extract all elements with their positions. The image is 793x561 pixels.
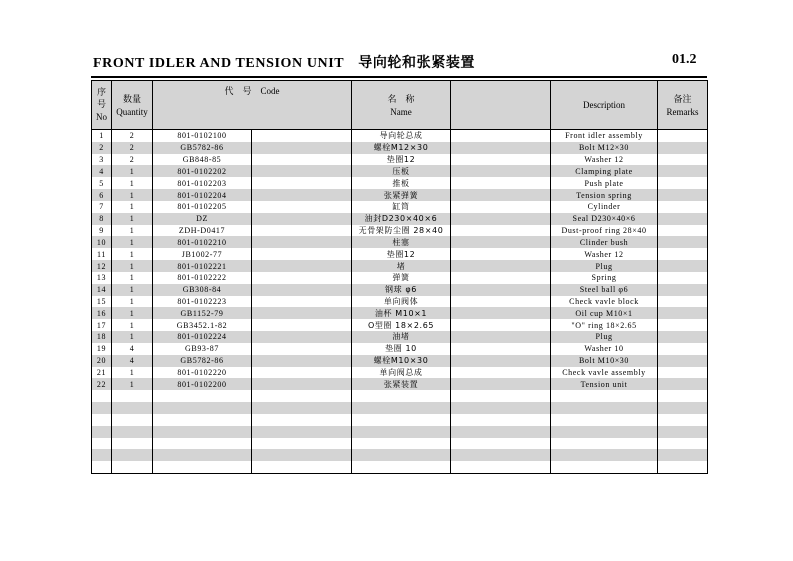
row-description [551,414,658,426]
row-blank [451,201,551,213]
row-code [153,390,252,402]
row-no: 8 [92,213,112,225]
page-number: 01.2 [672,52,697,67]
row-no [92,402,112,414]
row-quantity: 2 [112,142,153,154]
row-remarks [658,284,708,296]
row-blank [451,272,551,284]
row-description: "O" ring 18×2.65 [551,319,658,331]
table-row [92,213,708,225]
row-name: 垫圈12 [352,154,451,166]
row-name: O型圈 18×2.65 [352,319,451,331]
row-remarks [658,390,708,402]
row-no [92,426,112,438]
row-remarks [658,319,708,331]
row-code-extra [252,402,352,414]
row-code-extra [252,142,352,154]
row-no: 10 [92,236,112,248]
row-description: Tension unit [551,378,658,390]
row-code: 801-0102224 [153,331,252,343]
row-quantity: 4 [112,355,153,367]
row-quantity [112,414,153,426]
row-name: 钢球 φ6 [352,284,451,296]
row-code: 801-0102221 [153,260,252,272]
row-code-extra [252,438,352,450]
row-remarks [658,236,708,248]
table-row [92,343,708,355]
row-description: Dust-proof ring 28×40 [551,225,658,237]
row-code-extra [252,189,352,201]
row-quantity: 1 [112,331,153,343]
row-no: 20 [92,355,112,367]
table-row [92,355,708,367]
row-quantity: 1 [112,307,153,319]
row-description [551,390,658,402]
header-no: 序号 No [92,81,112,130]
row-quantity: 1 [112,319,153,331]
table-row [92,367,708,379]
row-remarks [658,461,708,473]
row-description: Washer 10 [551,343,658,355]
row-no: 6 [92,189,112,201]
empty-table-row [92,390,708,402]
table-row [92,284,708,296]
row-code-extra [252,355,352,367]
row-description: Check vavle assembly [551,367,658,379]
row-description: Seal D230×40×6 [551,213,658,225]
row-code-extra [252,272,352,284]
row-code: DZ [153,213,252,225]
empty-table-row [92,449,708,461]
row-quantity: 1 [112,284,153,296]
row-quantity: 1 [112,248,153,260]
header-quantity: 数量 Quantity [112,81,153,130]
table-row [92,296,708,308]
row-remarks [658,296,708,308]
header-description: Description [551,81,658,130]
row-blank [451,248,551,260]
row-blank [451,165,551,177]
row-no: 9 [92,225,112,237]
row-code: GB1152-79 [153,307,252,319]
row-code-extra [252,260,352,272]
row-quantity [112,426,153,438]
row-description: Clinder bush [551,236,658,248]
table-row [92,165,708,177]
row-blank [451,154,551,166]
row-code-extra [252,461,352,473]
row-code-extra [252,319,352,331]
row-remarks [658,355,708,367]
row-code-extra [252,248,352,260]
row-quantity: 1 [112,260,153,272]
row-code: 801-0102200 [153,378,252,390]
row-no: 5 [92,177,112,189]
table-row [92,319,708,331]
row-code-extra [252,225,352,237]
row-blank [451,343,551,355]
row-quantity: 1 [112,189,153,201]
row-remarks [658,402,708,414]
row-code: JB1002-77 [153,248,252,260]
row-code-extra [252,414,352,426]
row-name: 导向轮总成 [352,130,451,142]
row-remarks [658,426,708,438]
parts-table [91,80,708,474]
row-code-extra [252,154,352,166]
row-blank [451,438,551,450]
row-code-extra [252,367,352,379]
row-name: 柱塞 [352,236,451,248]
table-row [92,307,708,319]
row-code-extra [252,284,352,296]
row-blank [451,130,551,142]
page-title [93,52,475,72]
empty-table-row [92,461,708,473]
table-row [92,142,708,154]
row-code [153,449,252,461]
row-no: 2 [92,142,112,154]
row-code-extra [252,236,352,248]
row-code: 801-0102222 [153,272,252,284]
row-blank [451,225,551,237]
row-name: 无骨架防尘圈 28×40 [352,225,451,237]
row-code [153,461,252,473]
row-quantity: 1 [112,177,153,189]
row-description: Steel ball φ6 [551,284,658,296]
row-code: 801-0102210 [153,236,252,248]
row-quantity: 1 [112,378,153,390]
row-blank [451,236,551,248]
row-remarks [658,378,708,390]
row-quantity: 2 [112,154,153,166]
row-remarks [658,225,708,237]
row-code-extra [252,201,352,213]
empty-table-row [92,426,708,438]
row-no: 12 [92,260,112,272]
table-row [92,248,708,260]
row-no: 19 [92,343,112,355]
row-code: GB308-84 [153,284,252,296]
row-blank [451,390,551,402]
row-description: Spring [551,272,658,284]
row-no [92,461,112,473]
row-code: GB3452.1-82 [153,319,252,331]
row-no: 1 [92,130,112,142]
row-remarks [658,201,708,213]
row-remarks [658,177,708,189]
row-no: 22 [92,378,112,390]
row-name: 缸筒 [352,201,451,213]
row-no: 17 [92,319,112,331]
row-remarks [658,307,708,319]
row-name: 螺栓M10×30 [352,355,451,367]
row-blank [451,414,551,426]
row-description: Front idler assembly [551,130,658,142]
row-quantity [112,402,153,414]
row-description: Plug [551,331,658,343]
row-name: 螺栓M12×30 [352,142,451,154]
row-quantity [112,390,153,402]
row-code-extra [252,213,352,225]
table-row [92,260,708,272]
row-no: 11 [92,248,112,260]
row-code-extra [252,307,352,319]
row-remarks [658,213,708,225]
row-blank [451,378,551,390]
row-blank [451,142,551,154]
row-no: 21 [92,367,112,379]
row-name: 油堵 [352,331,451,343]
empty-table-row [92,402,708,414]
row-no [92,438,112,450]
table-row [92,236,708,248]
row-remarks [658,154,708,166]
row-name: 油杯 M10×1 [352,307,451,319]
row-remarks [658,189,708,201]
row-remarks [658,248,708,260]
row-description [551,449,658,461]
row-code: 801-0102100 [153,130,252,142]
row-no: 16 [92,307,112,319]
row-no [92,414,112,426]
row-remarks [658,260,708,272]
row-blank [451,189,551,201]
row-description: Cylinder [551,201,658,213]
row-code: 801-0102203 [153,177,252,189]
row-blank [451,355,551,367]
row-name [352,461,451,473]
row-name: 堵 [352,260,451,272]
row-code-extra [252,165,352,177]
title-rule [91,76,707,78]
row-code: GB5782-86 [153,142,252,154]
table-header-row [92,81,708,130]
row-description: Bolt M10×30 [551,355,658,367]
row-blank [451,177,551,189]
row-code-extra [252,177,352,189]
row-blank [451,307,551,319]
row-remarks [658,130,708,142]
row-blank [451,284,551,296]
row-remarks [658,367,708,379]
row-description: Push plate [551,177,658,189]
row-description: Plug [551,260,658,272]
row-quantity: 1 [112,165,153,177]
row-name: 垫圈 10 [352,343,451,355]
row-code [153,426,252,438]
row-blank [451,260,551,272]
table-row [92,331,708,343]
row-quantity [112,449,153,461]
table-row [92,378,708,390]
row-blank [451,213,551,225]
empty-table-row [92,414,708,426]
row-code: 801-0102223 [153,296,252,308]
title-english: FRONT IDLER AND TENSION UNIT [93,56,345,71]
row-name [352,390,451,402]
header-code: 代 号 Code [153,81,352,130]
row-quantity: 4 [112,343,153,355]
row-quantity: 1 [112,272,153,284]
row-description: Washer 12 [551,154,658,166]
row-remarks [658,343,708,355]
row-name: 张紧装置 [352,378,451,390]
row-name: 弹簧 [352,272,451,284]
row-code: 801-0102220 [153,367,252,379]
row-code: 801-0102205 [153,201,252,213]
row-code: ZDH-D0417 [153,225,252,237]
row-code [153,402,252,414]
row-description: Washer 12 [551,248,658,260]
table-row [92,177,708,189]
row-code-extra [252,449,352,461]
row-no: 13 [92,272,112,284]
header-remarks: 备注 Remarks [658,81,708,130]
row-name: 张紧弹簧 [352,189,451,201]
row-description [551,402,658,414]
row-quantity: 1 [112,213,153,225]
row-code-extra [252,426,352,438]
row-name [352,438,451,450]
row-code: GB5782-86 [153,355,252,367]
table-row [92,189,708,201]
row-no: 4 [92,165,112,177]
row-no [92,390,112,402]
row-description [551,461,658,473]
row-name [352,402,451,414]
row-quantity [112,461,153,473]
row-blank [451,331,551,343]
row-blank [451,402,551,414]
row-description: Oil cup M10×1 [551,307,658,319]
row-code-extra [252,343,352,355]
row-code: GB848-85 [153,154,252,166]
row-name: 压板 [352,165,451,177]
row-name [352,426,451,438]
row-remarks [658,331,708,343]
row-no [92,449,112,461]
row-remarks [658,438,708,450]
row-blank [451,296,551,308]
row-name [352,449,451,461]
row-blank [451,449,551,461]
row-blank [451,461,551,473]
header-name: 名 称 Name [352,81,451,130]
row-no: 14 [92,284,112,296]
row-quantity: 1 [112,296,153,308]
row-blank [451,367,551,379]
row-description [551,438,658,450]
row-remarks [658,272,708,284]
row-remarks [658,449,708,461]
row-quantity: 1 [112,236,153,248]
row-code-extra [252,296,352,308]
row-no: 18 [92,331,112,343]
row-code-extra [252,331,352,343]
row-code [153,438,252,450]
empty-table-row [92,438,708,450]
table-row [92,225,708,237]
row-code-extra [252,130,352,142]
row-name [352,414,451,426]
row-description [551,426,658,438]
row-code: 801-0102204 [153,189,252,201]
row-name: 单向阀体 [352,296,451,308]
row-name: 推板 [352,177,451,189]
row-name: 单向阀总成 [352,367,451,379]
row-blank [451,426,551,438]
row-no: 7 [92,201,112,213]
row-code-extra [252,378,352,390]
row-quantity: 1 [112,201,153,213]
row-code [153,414,252,426]
row-code: GB93-87 [153,343,252,355]
row-description: Bolt M12×30 [551,142,658,154]
row-quantity: 1 [112,225,153,237]
row-quantity: 1 [112,367,153,379]
header-blank [451,81,551,130]
row-description: Check vavle block [551,296,658,308]
row-remarks [658,142,708,154]
row-description: Tension spring [551,189,658,201]
table-row [92,201,708,213]
row-quantity [112,438,153,450]
table-row [92,154,708,166]
row-blank [451,319,551,331]
row-name: 垫圈12 [352,248,451,260]
row-name: 油封D230×40×6 [352,213,451,225]
row-code: 801-0102202 [153,165,252,177]
row-no: 15 [92,296,112,308]
table-row [92,130,708,142]
row-no: 3 [92,154,112,166]
title-chinese: 导向轮和张紧装置 [358,55,476,71]
row-description: Clamping plate [551,165,658,177]
row-remarks [658,414,708,426]
row-remarks [658,165,708,177]
row-code-extra [252,390,352,402]
row-quantity: 2 [112,130,153,142]
table-row [92,272,708,284]
